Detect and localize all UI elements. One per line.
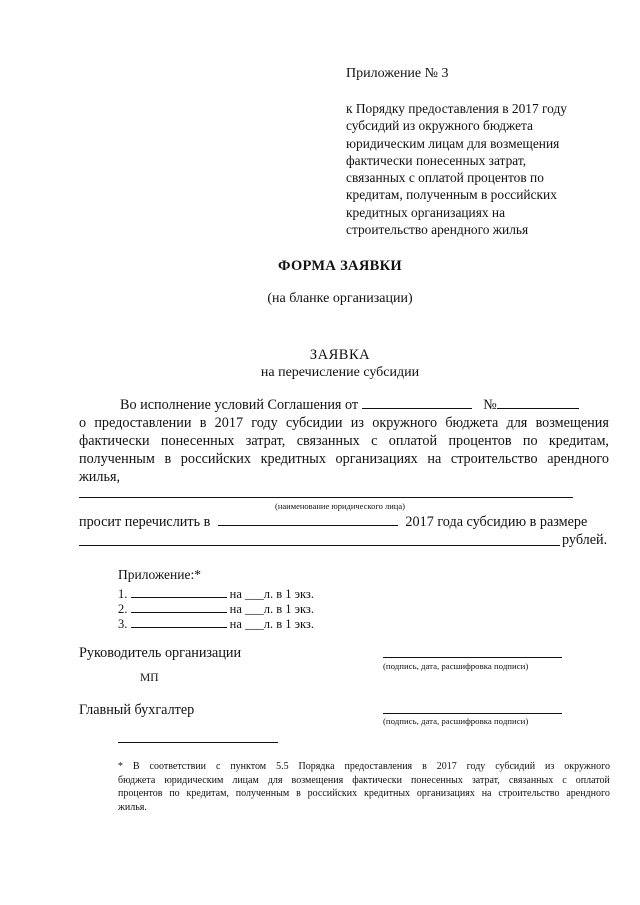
appendix-line: субсидий из окружного бюджета xyxy=(346,118,533,134)
word: арендного xyxy=(547,451,609,467)
word: 5.5 xyxy=(276,761,289,772)
word: юридическим xyxy=(164,774,224,786)
word: строительство xyxy=(450,451,538,467)
attachment-text: на ___л. в 1 экз. xyxy=(229,602,314,616)
word: из xyxy=(545,761,555,772)
body-line xyxy=(79,450,609,468)
attachment-name-field[interactable] xyxy=(131,600,227,613)
word: российских xyxy=(307,788,358,799)
accountant-label: Главный бухгалтер xyxy=(79,702,195,718)
appendix-title: Приложение № 3 xyxy=(346,66,449,81)
word: оплатой xyxy=(388,433,438,449)
word: в xyxy=(199,415,207,431)
footnote-line xyxy=(118,774,610,788)
word: субсидии xyxy=(286,415,343,431)
word: предоставления xyxy=(344,761,413,772)
word: затрат, xyxy=(245,433,286,449)
appendix-line: юридическим лицам для возмещения xyxy=(346,135,560,151)
attachment-text: на ___л. в 1 экз. xyxy=(229,587,314,601)
appendix-description xyxy=(346,100,616,238)
word: организациях xyxy=(416,788,475,799)
request-suffix: 2017 года субсидию в размере xyxy=(405,514,588,530)
agreement-line xyxy=(120,396,579,414)
request-month-field[interactable] xyxy=(218,513,398,526)
word: с xyxy=(562,774,567,786)
attachment-number: 3. xyxy=(118,617,128,631)
word: арендного xyxy=(566,788,610,799)
word: российских xyxy=(180,451,251,467)
word: по xyxy=(522,433,538,449)
footnote-line xyxy=(118,787,610,801)
word: фактически xyxy=(352,774,402,786)
application-subtitle: на перечисление субсидии xyxy=(260,365,420,380)
word: с xyxy=(215,761,221,772)
word: в xyxy=(422,761,427,772)
word: году xyxy=(466,761,486,772)
attachment-text: на ___л. в 1 экз. xyxy=(229,617,314,631)
word: кредитам, xyxy=(186,788,229,799)
word: бюджета xyxy=(445,415,499,431)
head-signature-field[interactable] xyxy=(383,657,562,658)
attachment-item xyxy=(118,615,314,632)
footnote-separator xyxy=(118,742,278,743)
word: понесенных xyxy=(411,774,463,786)
word: для xyxy=(506,415,528,431)
entity-name-field[interactable] xyxy=(79,497,573,498)
appendix-line: кредитам, полученным в российских xyxy=(346,187,557,203)
number-sign: № xyxy=(483,397,497,413)
word: полученным xyxy=(79,451,155,467)
word: полученным xyxy=(235,788,290,799)
word: строительство xyxy=(498,788,560,799)
attachment-name-field[interactable] xyxy=(131,585,227,598)
word: окружного xyxy=(372,415,438,431)
attachment-name-field[interactable] xyxy=(131,615,227,628)
word: * xyxy=(118,761,123,772)
attachments-title: Приложение:* xyxy=(118,567,201,582)
body-paragraph xyxy=(79,414,609,486)
body-line xyxy=(79,432,609,450)
rubles-label: рублей. xyxy=(562,532,608,548)
word: лицам xyxy=(232,774,259,786)
word: В xyxy=(132,761,140,772)
word: субсидий xyxy=(495,761,536,772)
request-prefix: просит перечислить в xyxy=(79,514,211,530)
body-line xyxy=(79,414,609,432)
word: возмещения xyxy=(291,774,344,786)
word: на xyxy=(481,788,492,799)
request-line xyxy=(79,513,587,531)
appendix-line: к Порядку предоставления в 2017 году xyxy=(346,101,568,116)
appendix-line: строительство арендного жилья xyxy=(346,222,529,238)
word: возмещения xyxy=(535,415,609,431)
word: бюджета xyxy=(118,774,156,786)
agreement-number-field[interactable] xyxy=(497,396,579,409)
appendix-line: кредитных организациях на xyxy=(346,204,506,220)
head-signature-note: (подпись, дата, расшифровка подписи) xyxy=(383,661,529,671)
amount-field[interactable] xyxy=(79,545,560,546)
accountant-signature-field[interactable] xyxy=(383,713,562,714)
application-title: ЗАЯВКА xyxy=(309,347,371,363)
footnote xyxy=(118,760,610,814)
attachment-number: 1. xyxy=(118,587,128,601)
word: процентов xyxy=(118,788,163,799)
word: из xyxy=(350,415,364,431)
word: Порядка xyxy=(298,761,335,772)
word: связанных xyxy=(296,433,360,449)
attachment-number: 2. xyxy=(118,602,128,616)
footnote-line xyxy=(118,760,610,774)
word: 2017 xyxy=(436,761,457,772)
footnote-line: жилья. xyxy=(118,801,147,813)
blank-note: (на бланке организации) xyxy=(267,291,413,306)
word: связанных xyxy=(508,774,554,786)
word: пунктом xyxy=(230,761,267,772)
body-line: жилья, xyxy=(79,469,121,485)
word: фактически xyxy=(79,433,150,449)
word: процентов xyxy=(448,433,512,449)
word: оплатой xyxy=(575,774,610,786)
word: о xyxy=(79,415,87,431)
word: году xyxy=(251,415,278,431)
word: с xyxy=(371,433,378,449)
word: кредитных xyxy=(260,451,326,467)
word: окружного xyxy=(564,761,610,772)
entity-name-note: (наименование юридического лица) xyxy=(275,501,405,511)
word: понесенных xyxy=(160,433,235,449)
accountant-signature-note: (подпись, дата, расшифровка подписи) xyxy=(383,716,529,726)
word: кредитных xyxy=(364,788,411,799)
head-label: Руководитель организации xyxy=(79,645,242,661)
word: по xyxy=(169,788,180,799)
appendix-line: фактически понесенных затрат, xyxy=(346,152,527,168)
word: в xyxy=(164,451,172,467)
word: кредитам, xyxy=(548,433,609,449)
word: 2017 xyxy=(214,415,244,431)
word: предоставлении xyxy=(94,415,192,431)
agreement-date-field[interactable] xyxy=(362,396,472,409)
word: на xyxy=(427,451,442,467)
form-title: ФОРМА ЗАЯВКИ xyxy=(278,258,402,274)
word: в xyxy=(296,788,301,799)
stamp-label: МП xyxy=(140,672,159,684)
agreement-prefix: Во исполнение условий Соглашения от xyxy=(120,397,359,413)
word: для xyxy=(267,774,283,786)
word: затрат, xyxy=(471,774,500,786)
word: организациях xyxy=(335,451,418,467)
word: соответствии xyxy=(149,761,207,772)
appendix-line: связанных с оплатой процентов по xyxy=(346,170,544,186)
